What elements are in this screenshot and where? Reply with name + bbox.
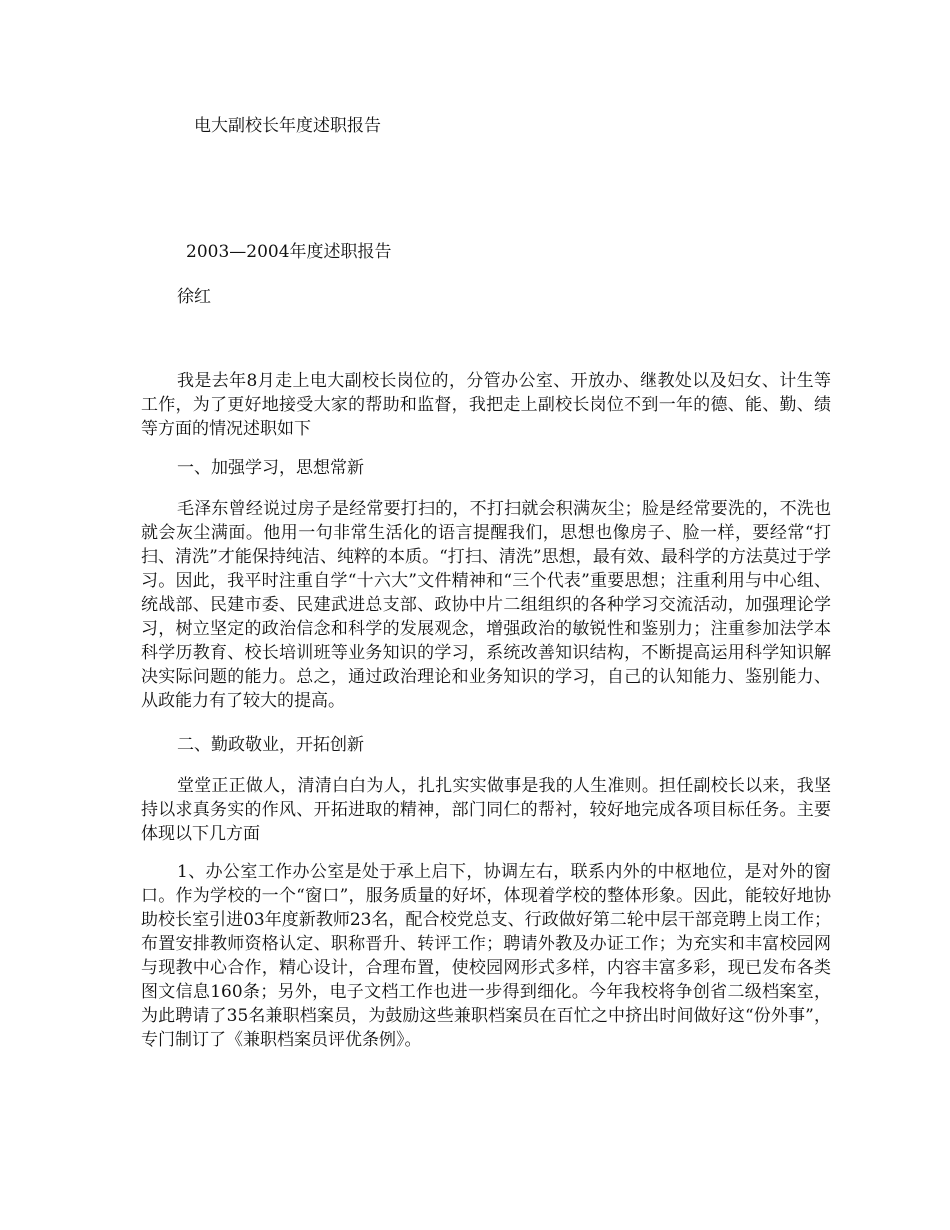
intro-paragraph: 我是去年8月走上电大副校长岗位的，分管办公室、开放办、继教处以及妇女、计生等工作，为了更好地接受大家的帮助和监督，我把走上副校长岗位不到一年的德、能、勤、绩等方面的情况述职如下 xyxy=(141,371,831,439)
section-heading-2: 二、勤政敬业，开拓创新 xyxy=(177,735,364,755)
section-2-paragraph: 堂堂正正做人，清清白白为人，扎扎实实做事是我的人生准则。担任副校长以来，我坚持以求真务实的作风、开拓进取的精神，部门同仁的帮衬，较好地完成各项目标任务。主要体现以下几方面 xyxy=(141,776,831,844)
section-1-paragraph: 毛泽东曾经说过房子是经常要打扫的，不打扫就会积满灰尘；脸是经常要洗的，不洗也就会灰尘满面。他用一句非常生活化的语言提醒我们，思想也像房子、脸一样，要经常“打扫、清洗”才能保持纯洁、纯粹的本质。“打扫、清洗”思想，最有效、最科学的方法莫过于学习。因此，我平时注重自学“十六大”文件精神和“三个代表”重要思想；注重利用与中心组、统战部、民建市委、民建武进总支部、政协中片二组组织的各种学习交流活动，加强理论学习，树立坚定的政治信念和科学的发展观念，增强政治的敏锐性和鉴别力；注重参加法学本科学历教育、校长培训班等业务知识的学习，系统改善知识结构，不断提高运用科学知识解决实际问题的能力。总之，通过政治理论和业务知识的学习，自己的认知能力、鉴别能力、从政能力有了较大的提高。 xyxy=(141,499,831,711)
report-subtitle: 2003—2004年度述职报告 xyxy=(186,242,392,262)
item-1-paragraph: 1、办公室工作办公室是处于承上启下，协调左右，联系内外的中枢地位，是对外的窗口。作为学校的一个“窗口”，服务质量的好坏，体现着学校的整体形象。因此，能较好地协助校长室引进03年度新教师23名，配合校党总支、行政做好第二轮中层干部竞聘上岗工作；布置安排教师资格认定、职称晋升、转评工作；聘请外教及办证工作；为充实和丰富校园网与现教中心合作，精心设计，合理布置，使校园网形式多样，内容丰富多彩，现已发布各类图文信息160条；另外，电子文档工作也进一步得到细化。今年我校将争创省二级档案室，为此聘请了35名兼职档案员，为鼓励这些兼职档案员在百忙之中挤出时间做好这“份外事”，专门制订了《兼职档案员评优条例》。 xyxy=(141,862,831,1050)
section-heading-1: 一、加强学习，思想常新 xyxy=(177,458,364,478)
document-title: 电大副校长年度述职报告 xyxy=(194,116,381,136)
author-name: 徐红 xyxy=(177,287,211,307)
